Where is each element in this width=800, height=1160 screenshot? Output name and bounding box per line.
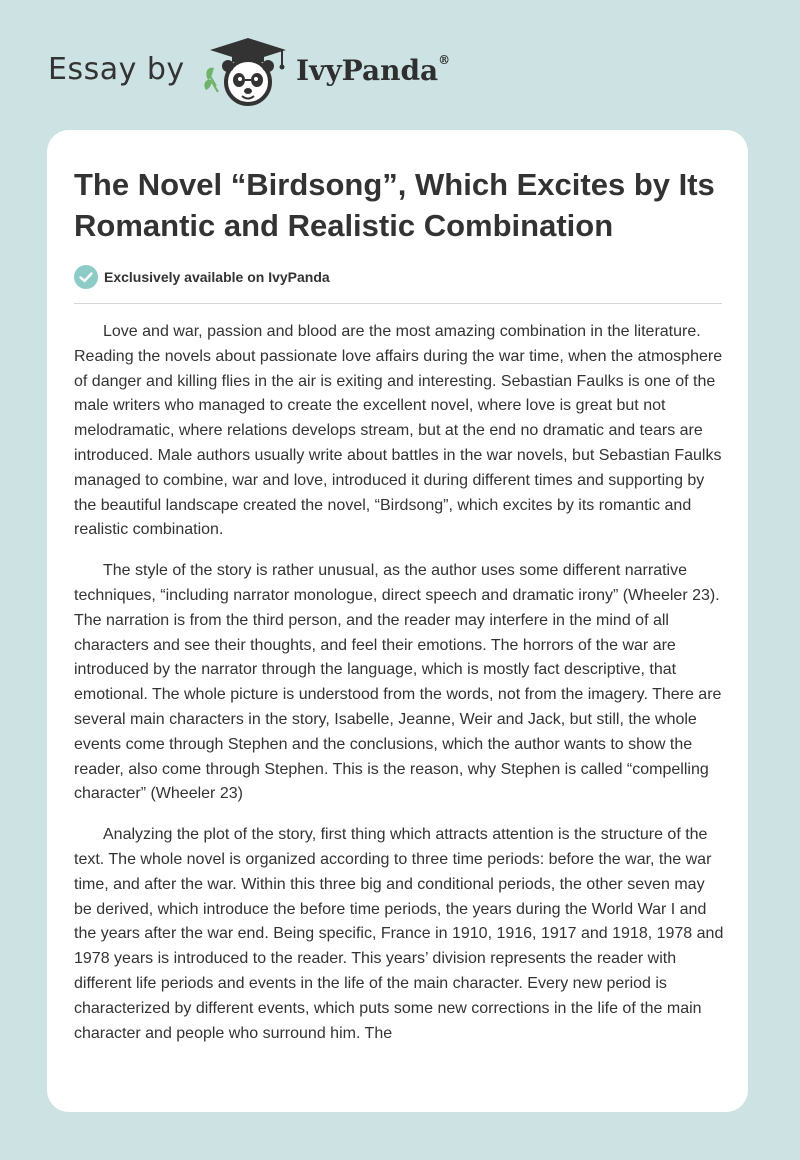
essay-card — [47, 130, 748, 1112]
essay-by-label: Essay by — [48, 52, 185, 87]
brand-logo-text[interactable] — [296, 54, 450, 87]
site-header — [0, 0, 800, 130]
badge-label: Exclusively available on IvyPanda — [104, 269, 330, 285]
paragraph: The style of the story is rather unusual, as the author uses some different narrative techniques, “including narrator monologue, direct speech and dramatic irony” (Wheeler 23). The narration is from the third person, and the reader may interfere in the mind of all characters and see their thoughts, and feel their emotions. The horrors of the war are introduced by the narrator through the language, which is mostly fact descriptive, that emotional. The whole picture is understood from the words, not from the imagery. There are several main characters in the story, Isabelle, Jeanne, Weir and Jack, but still, the whole events come through Stephen and the conclusions, which the author wants to show the reader, also come through Stephen. This is the reason, why Stephen is called “compelling character” (Wheeler 23) — [74, 562, 722, 803]
brand-name: IvyPanda — [296, 54, 439, 87]
registered-mark: ® — [438, 52, 451, 67]
panda-graduate-icon[interactable] — [202, 36, 294, 108]
divider — [74, 303, 722, 304]
exclusive-badge — [74, 264, 330, 290]
paragraph: Love and war, passion and blood are the most amazing combination in the literature. Reading the novels about passionate love affairs during the war time, when the atmosphere of danger and killing flies in the air is exiting and interesting. Sebastian Faulks is one of the male writers who managed to create the excellent novel, where love is great but not melodramatic, where relations develops stream, but at the end no dramatic and tears are introduced. Male authors usually write about battles in the war novels, but Sebastian Faulks managed to combine, war and love, introduced it during different times and supporting by the beautiful landscape created the novel, “Birdsong”, which excites by its romantic and realistic combination. — [74, 323, 723, 539]
page-title: The Novel “Birdsong”, Which Excites by Its Romantic and Realistic Combination — [74, 167, 715, 243]
essay-body — [74, 320, 726, 1062]
check-circle-icon — [74, 265, 98, 289]
paragraph: Analyzing the plot of the story, first thing which attracts attention is the structure of the text. The whole novel is organized according to three time periods: before the war, the war time, and after the war. Within this three big and conditional periods, the other seven may be derived, which introduce the before time periods, the years during the World War I and the years after the war end. Being specific, France in 1910, 1916, 1917 and 1918, 1978 and 1978 years is introduced to the reader. This years’ division represents the reader with different life periods and events in the life of the main character. Every new period is characterized by different events, which puts some new corrections in the life of the main character and people who surround him. The — [74, 826, 724, 1042]
